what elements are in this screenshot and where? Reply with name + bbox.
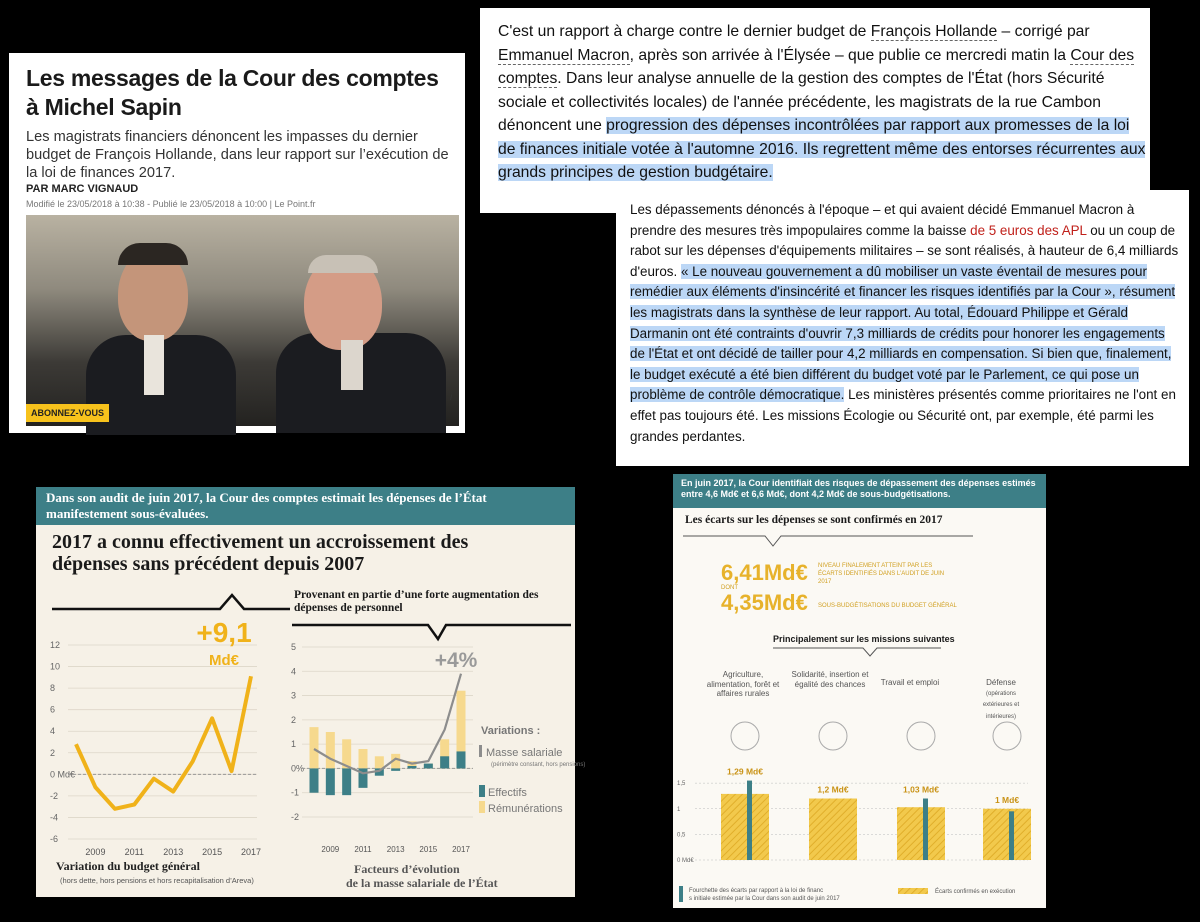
- bar-confirmed: [809, 799, 857, 861]
- legend-label-effectifs: Effectifs: [488, 787, 527, 799]
- mission-defense: Défense (opérations extérieures et intérieures): [982, 678, 1020, 720]
- highlight-text-2: « Le nouveau gouvernement a dû mobiliser un vaste éventail de mesures pour remédier aux éléments d'insincérité et financer les risques identifiés par la Cour », résument les magistrats dans la synthèse de leur rapport. Au total, Édouard Philippe et Gérald Darmanin ont été contraints d'ouvrir 7,3 milliards de crédits pour honorer les engagements de l'État et ont décidé de tailler pour 4,2 milliards en compensation. Si bien que, finalement, le budget exécuté a été bien différent du budget voté par le Parlement, ce qui pose un problème de contrôle démocratique.: [630, 263, 1176, 403]
- y-tick-label: -6: [50, 834, 59, 844]
- callout-line-4: [773, 648, 941, 656]
- link-emmanuel-macron[interactable]: Emmanuel Macron: [498, 46, 630, 64]
- chart-1-plot: [36, 487, 586, 897]
- mission-icon: [907, 722, 935, 750]
- chart-2-subtitle: Provenant en partie d’une forte augmentation des dépenses de personnel: [294, 589, 539, 614]
- figure-total-label: NIVEAU FINALEMENT ATTEINT PAR LES ÉCARTS IDENTIFIÉS DANS L’AUDIT DE JUIN 2017: [818, 563, 945, 585]
- chart-2-xlabel-line2: de la masse salariale de l’État: [346, 876, 498, 890]
- y-tick-label: 0 Md€: [677, 858, 694, 864]
- annotation-91: +9,1: [196, 617, 252, 648]
- chart-budget-variation: [36, 487, 586, 897]
- y-tick-label: -4: [50, 812, 59, 823]
- legend-note-masse: (périmètre constant, hors pensions): [491, 762, 586, 768]
- callout-line-3: [683, 536, 973, 546]
- legend-swatch-effectifs: [479, 785, 485, 797]
- article-headline[interactable]: Les messages de la Cour des comptes à Michel Sapin: [26, 65, 439, 120]
- chart-3-plot: [673, 474, 1046, 908]
- legend-swatch-range: [679, 886, 683, 902]
- mission-agriculture: Agriculture, alimentation, forêt et affaires rurales: [706, 670, 780, 698]
- value-label: 1,29 Md€: [727, 766, 763, 777]
- bar-remunerations: [375, 756, 384, 768]
- info-icon[interactable]: i: [450, 392, 453, 403]
- x-tick-label: 2009: [321, 845, 340, 854]
- chart-1-xlabel: Variation du budget général: [56, 859, 200, 873]
- link-francois-hollande[interactable]: François Hollande: [870, 23, 998, 40]
- author-prefix: PAR: [26, 183, 52, 195]
- x-tick-label: 2011: [124, 847, 145, 857]
- text-excerpt-1: [480, 8, 1150, 213]
- legend-swatch-masse: [479, 745, 482, 757]
- y-tick-label: 4: [50, 726, 56, 737]
- x-tick-label: 2011: [354, 845, 372, 854]
- y-tick-label: -2: [50, 790, 59, 801]
- bar-confirmed: [721, 794, 769, 860]
- bar-effectifs: [391, 768, 400, 770]
- legend-label-range-2: s initiale estimée par la Cour dans son audit de juin 2017: [689, 896, 840, 902]
- bar-remunerations: [326, 732, 335, 768]
- figure-dont: DONT: [721, 585, 738, 591]
- bar-effectifs: [326, 768, 335, 795]
- value-label: 1 Md€: [994, 794, 1020, 805]
- legend-label-confirmed: Écarts confirmés en exécution: [935, 889, 1016, 895]
- y-tick-label: 0 Md€: [50, 769, 76, 780]
- y-tick-label: 1: [677, 806, 681, 813]
- annotation-unit: Md€: [209, 652, 239, 669]
- article-subheadline: Les magistrats financiers dénoncent les impasses du dernier budget de François Hollande, dans leur rapport sur l’exécution de la loi de finances 2017.: [26, 129, 449, 181]
- callout-line-2: [292, 625, 571, 639]
- legend-swatch-remunerations: [479, 801, 485, 813]
- bar-effectifs: [457, 751, 466, 768]
- annotation-4pct: +4%: [434, 649, 478, 672]
- y-tick-label: 10: [50, 661, 61, 672]
- excerpt-1-paragraph: C'est un rapport à charge contre le dernier budget de François Hollande – corrigé par Emmanuel Macron, après son arrivée à l'Élysée – que publie ce mercredi matin la Cour des comptes. Dans leur analyse annuelle de la gestion des comptes de l'État (hors Sécurité sociale et collectivités locales) de l'année précédente, les magistrats de la rue Cambon dénoncent une progression des dépenses incontrôlées par rapport aux promesses de la loi de finances initiale votée à l'automne 2016. Ils regrettent même des entorses récurrentes aux grands principes de gestion budgétaire.: [498, 23, 1146, 181]
- y-tick-label: 4: [291, 666, 297, 677]
- x-tick-label: 2009: [85, 847, 106, 857]
- chart-missions: [673, 474, 1046, 908]
- y-tick-label: 3: [291, 690, 297, 701]
- bar-confirmed: [897, 807, 945, 860]
- bar-range: [923, 799, 928, 861]
- figure-sub-label: SOUS-BUDGÉTISATIONS DU BUDGET GÉNÉRAL: [818, 603, 957, 609]
- bar-remunerations: [359, 749, 368, 768]
- bar-effectifs: [310, 768, 319, 792]
- mission-icon: [993, 722, 1021, 750]
- y-tick-label: 5: [291, 642, 297, 652]
- mission-icon: [731, 722, 759, 750]
- bar-range: [747, 781, 752, 860]
- article-meta: Modifié le 23/05/2018 à 10:38 - Publié le 23/05/2018 à 10:00 | Le Point.fr: [26, 199, 316, 209]
- text-excerpt-2: [616, 190, 1189, 466]
- y-tick-label: -2: [291, 812, 300, 822]
- y-tick-label: 2: [50, 747, 56, 758]
- legend-label-range: Fourchette des écarts par rapport à la loi de financ: [689, 888, 824, 894]
- y-tick-label: -1: [291, 787, 300, 798]
- article-card: [9, 53, 465, 433]
- y-tick-label: 0,5: [677, 832, 686, 839]
- missions-title: Principalement sur les missions suivantes: [773, 634, 955, 644]
- x-tick-label: 2013: [386, 845, 405, 854]
- series-line-masse: [314, 674, 461, 774]
- bar-effectifs: [408, 766, 417, 768]
- bar-confirmed: [983, 809, 1031, 860]
- y-tick-label: 12: [50, 640, 61, 650]
- mission-solidarite: Solidarité, insertion et égalité des chances: [791, 670, 869, 689]
- y-tick-label: 0%: [291, 763, 305, 774]
- author-name[interactable]: MARC VIGNAUD: [51, 183, 139, 195]
- mission-icon: [819, 722, 847, 750]
- article-author: [26, 183, 138, 195]
- legend-title: Variations :: [481, 725, 541, 737]
- chart-2-xlabel-line1: Facteurs d’évolution: [354, 862, 460, 876]
- legend-label-masse: Masse salariale: [486, 747, 563, 759]
- x-tick-label: 2013: [163, 847, 184, 857]
- callout-line-1: [52, 595, 290, 609]
- y-tick-label: 6: [50, 704, 56, 715]
- chart-3-title: Les écarts sur les dépenses se sont confirmés en 2017: [685, 514, 943, 526]
- y-tick-label: 1: [291, 739, 297, 750]
- y-tick-label: 8: [50, 683, 56, 694]
- x-tick-label: 2015: [202, 847, 223, 857]
- value-label: 1,03 Md€: [903, 784, 939, 795]
- bar-effectifs: [342, 768, 351, 795]
- x-tick-label: 2015: [419, 845, 438, 854]
- article-photo: [26, 215, 459, 426]
- chart-3-band: En juin 2017, la Cour identifiait des risques de dépassement des dépenses estimés entre 4,6 Md€ et 6,6 Md€, dont 4,2 Md€ de sous-budgétisations.: [673, 474, 1046, 508]
- chart-1-xnote: (hors dette, hors pensions et hors recapitalisation d’Areva): [60, 876, 254, 885]
- y-tick-label: 1,5: [677, 781, 686, 788]
- excerpt-2-paragraph: Les dépassements dénoncés à l'époque – et qui avaient décidé Emmanuel Macron à prendre des mesures très impopulaires comme la baisse de 5 euros des APL ou un coup de rabot sur les dépenses d'équipements militaires – se sont réalisés, à hauteur de 6,4 milliards d'euros. « Le nouveau gouvernement a dû mobiliser un vaste éventail de mesures pour remédier aux éléments d'insincérité et financer les risques identifiés par la Cour », résument les magistrats dans la synthèse de leur rapport. Au total, Édouard Philippe et Gérald Darmanin ont été contraints d'ouvrir 7,3 milliards de crédits pour honorer les engagements de l'État et ont décidé de tailler pour 4,2 milliards en compensation. Si bien que, finalement, le budget exécuté a été bien différent du budget voté par le Parlement, ce qui pose un problème de contrôle démocratique. Les ministères présentés comme prioritaires ne l'ont en effet pas toujours été. Les missions Écologie ou Sécurité ont, par exemple, été parmi les grandes perdantes.: [630, 202, 1179, 444]
- y-tick-label: 2: [291, 714, 297, 725]
- link-apl[interactable]: de 5 euros des APL: [970, 222, 1087, 238]
- mission-travail: Travail et emploi: [880, 678, 940, 687]
- highlight-text-1: progression des dépenses incontrôlées par rapport aux promesses de la loi de finances initiale votée à l'automne 2016. Ils regrettent même des entorses récurrentes aux grands principes de gestion budgétaire.: [498, 117, 1146, 181]
- series-line-budget: [76, 676, 251, 809]
- bar-effectifs: [424, 764, 433, 769]
- figure-total: 6,41Md€: [721, 560, 808, 585]
- x-tick-label: 2017: [452, 845, 470, 854]
- bar-effectifs: [440, 756, 449, 768]
- chart-1-title: 2017 a connu effectivement un accroissement des dépenses sans précédent depuis 2007: [52, 531, 469, 575]
- chart-1-band: Dans son audit de juin 2017, la Cour des comptes estimait les dépenses de l’État manifestement sous-évaluées.: [36, 487, 575, 525]
- link-cour-des-comptes[interactable]: Cour des comptes: [498, 46, 1135, 87]
- bar-range: [1009, 811, 1014, 860]
- legend-label-remunerations: Rémunérations: [488, 803, 563, 815]
- bar-remunerations: [310, 727, 319, 768]
- value-label: 1,2 Md€: [817, 784, 849, 795]
- figure-sub: 4,35Md€: [721, 590, 808, 615]
- subscribe-button[interactable]: ABONNEZ-VOUS: [26, 404, 109, 422]
- x-tick-label: 2017: [240, 847, 262, 857]
- legend-swatch-confirmed: [898, 888, 928, 894]
